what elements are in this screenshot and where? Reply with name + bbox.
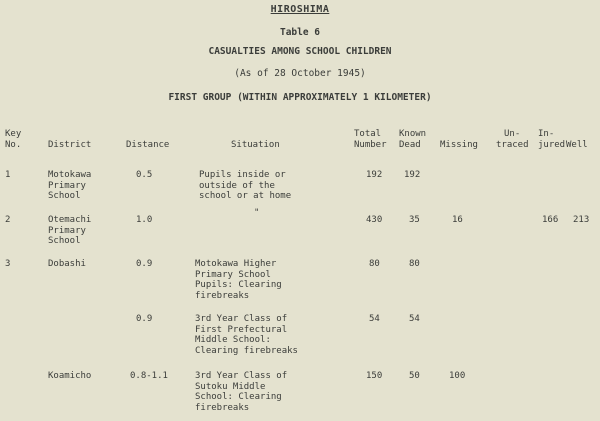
row-3-key: 3 bbox=[5, 259, 11, 269]
column-header-missing: Missing bbox=[440, 140, 478, 150]
row-5-distance: 0.8-1.1 bbox=[130, 371, 168, 381]
row-2-injured: 166 bbox=[542, 215, 559, 225]
column-header-well: Well bbox=[566, 140, 588, 150]
row-3-distance: 0.9 bbox=[136, 259, 153, 269]
row-5-dead: 50 bbox=[409, 371, 420, 381]
column-header-known-dead: Known Dead bbox=[399, 129, 427, 150]
column-header-situation: Situation bbox=[231, 140, 280, 150]
row-2-well: 213 bbox=[573, 215, 590, 225]
row-4-distance: 0.9 bbox=[136, 314, 153, 324]
as-of-date: (As of 28 October 1945) bbox=[234, 68, 366, 79]
document-title: HIROSHIMA bbox=[270, 4, 330, 15]
row-1-dead: 192 bbox=[404, 170, 421, 180]
row-2-district: Otemachi Primary School bbox=[48, 215, 92, 246]
column-header-total-number: Total Number bbox=[354, 129, 387, 150]
column-header-untraced: Un- traced bbox=[496, 129, 529, 150]
row-1-district: Motokawa Primary School bbox=[48, 170, 92, 201]
row-4-situation: 3rd Year Class of First Prefectural Middle School: Clearing firebreaks bbox=[195, 314, 298, 356]
row-1-total: 192 bbox=[366, 170, 383, 180]
row-3-district: Dobashi bbox=[48, 259, 86, 269]
row-2-key: 2 bbox=[5, 215, 11, 225]
row-3-situation: Motokawa Higher Primary School Pupils: Clearing firebreaks bbox=[195, 259, 282, 301]
column-header-injured: In- jured bbox=[538, 129, 566, 150]
row-2-distance: 1.0 bbox=[136, 215, 153, 225]
table-number: Table 6 bbox=[279, 27, 321, 38]
column-header-key-no: Key No. bbox=[5, 129, 22, 150]
row-5-district: Koamicho bbox=[48, 371, 92, 381]
row-5-missing: 100 bbox=[449, 371, 466, 381]
row-2-dead: 35 bbox=[409, 215, 420, 225]
row-2-total: 430 bbox=[366, 215, 383, 225]
group-heading: FIRST GROUP (WITHIN APPROXIMATELY 1 KILOMETER) bbox=[168, 92, 432, 103]
row-4-dead: 54 bbox=[409, 314, 420, 324]
row-5-total: 150 bbox=[366, 371, 383, 381]
column-header-distance: Distance bbox=[126, 140, 170, 150]
row-1-key: 1 bbox=[5, 170, 11, 180]
row-3-dead: 80 bbox=[409, 259, 420, 269]
row-1-situation: Pupils inside or outside of the school or at home bbox=[199, 170, 292, 201]
row-1-distance: 0.5 bbox=[136, 170, 153, 180]
row-2-situation-ditto: " bbox=[254, 208, 260, 218]
row-2-missing: 16 bbox=[452, 215, 463, 225]
row-4-total: 54 bbox=[369, 314, 380, 324]
column-header-district: District bbox=[48, 140, 92, 150]
row-5-situation: 3rd Year Class of Sutoku Middle School: Clearing firebreaks bbox=[195, 371, 288, 413]
table-caption: CASUALTIES AMONG SCHOOL CHILDREN bbox=[208, 46, 392, 57]
row-3-total: 80 bbox=[369, 259, 380, 269]
